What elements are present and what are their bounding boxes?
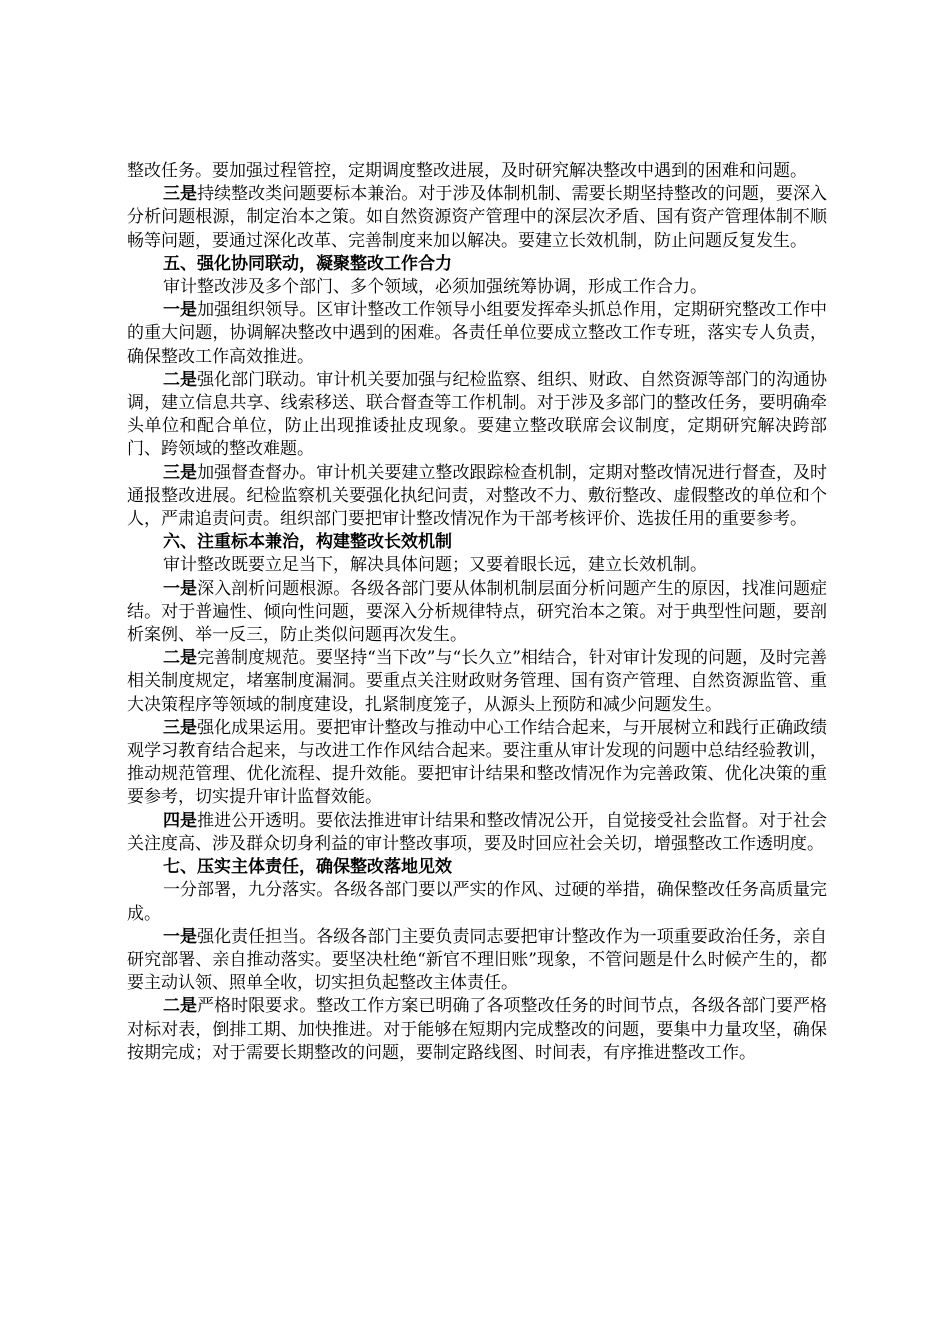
paragraph-text: 推进公开透明。要依法推进审计结果和整改情况公开，自觉接受社会监督。对于社会关注度高、涉及群众切身利益的审计整改事项，要及时回应社会关切，增强整改工作透明度。: [127, 810, 828, 854]
paragraph-text: 加强督查督办。审计机关要建立整改跟踪检查机制，定期对整改情况进行督查，及时通报整改进展。纪检监察机关要强化执纪问责，对整改不力、敷衍整改、虚假整改的单位和个人，严肃追责问责。组织部门要把审计整改情况作为干部考核评价、选拔任用的重要参考。: [127, 462, 828, 530]
paragraph: [127, 578, 827, 648]
paragraph-text: 一分部署，九分落实。各级各部门要以严实的作风、过硬的举措，确保整改任务高质量完成。: [127, 880, 827, 924]
paragraph-text: 整改任务。要加强过程管控，定期调度整改进展，及时研究解决整改中遇到的困难和问题。: [127, 161, 807, 181]
paragraph-text: 强化责任担当。各级各部门主要负责同志要把审计整改作为一项重要政治任务，亲自研究部署、亲自推动落实。要坚决杜绝“新官不理旧账”现象，不管问题是什么时候产生的，都要主动认领、照单全收，切实担负起整改主体责任。: [127, 926, 828, 994]
document-body: [127, 160, 827, 1065]
paragraph: [127, 276, 827, 299]
paragraph-lead: 三是: [163, 462, 198, 483]
paragraph-text: 完善制度规范。要坚持“当下改”与“长久立”相结合，针对审计发现的问题，及时完善相关制度规定，堵塞制度漏洞。要重点关注财政财务管理、国有资产管理、自然资源监管、重大决策程序等领域的制度建设，扎紧制度笼子，从源头上预防和减少问题发生。: [127, 648, 828, 715]
paragraph-lead: 二是: [163, 648, 198, 669]
paragraph: [127, 299, 827, 369]
paragraph: [127, 717, 827, 810]
section-heading: [127, 856, 827, 879]
paragraph-lead: 二是: [163, 369, 198, 390]
paragraph-lead: 一是: [163, 300, 198, 321]
heading-text: 五、强化协同联动，凝聚整改工作合力: [163, 253, 452, 274]
paragraph-lead: 三是: [163, 717, 198, 738]
paragraph-text: 强化部门联动。审计机关要加强与纪检监察、组织、财政、自然资源等部门的沟通协调，建立信息共享、线索移送、联合督查等工作机制。对于涉及多部门的整改任务，要明确牵头单位和配合单位，防止出现推诿扯皮现象。要建立整改联席会议制度，定期研究解决跨部门、跨领域的整改难题。: [127, 369, 828, 460]
section-heading: [127, 531, 827, 554]
paragraph: [127, 462, 827, 532]
paragraph-lead: 四是: [163, 810, 198, 831]
paragraph-lead: 三是: [163, 184, 198, 205]
paragraph-text: 审计整改既要立足当下，解决具体问题；又要着眼长远，建立长效机制。: [163, 555, 707, 576]
heading-text: 六、注重标本兼治，构建整改长效机制: [163, 532, 452, 553]
paragraph-text: 加强组织领导。区审计整改工作领导小组要发挥牵头抓总作用，定期研究整改工作中的重大问题，协调解决整改中遇到的困难。各责任单位要成立整改工作专班，落实专人负责，确保整改工作高效推进。: [127, 300, 828, 367]
paragraph: [127, 183, 827, 253]
paragraph-text: 深入剖析问题根源。各级各部门要从体制机制层面分析问题产生的原因，找准问题症结。对于普遍性、倾向性问题，要深入分析规律特点，研究治本之策。对于典型性问题，要剖析案例、举一反三，防止类似问题再次发生。: [127, 578, 828, 646]
paragraph: [127, 647, 827, 717]
section-heading: [127, 253, 827, 276]
paragraph: [127, 995, 827, 1065]
paragraph: [127, 879, 827, 925]
paragraph: [127, 810, 827, 856]
paragraph: [127, 369, 827, 462]
paragraph-text: 审计整改涉及多个部门、多个领域，必须加强统筹协调，形成工作合力。: [163, 277, 707, 298]
paragraph-text: 强化成果运用。要把审计整改与推动中心工作结合起来，与开展树立和践行正确政绩观学习教育结合起来，与改进工作作风结合起来。要注重从审计发现的问题中总结经验教训，推动规范管理、优化流程、提升效能。要把审计结果和整改情况作为完善政策、优化决策的重要参考，切实提升审计监督效能。: [127, 717, 828, 808]
paragraph-text: 持续整改类问题要标本兼治。对于涉及体制机制、需要长期坚持整改的问题，要深入分析问题根源，制定治本之策。如自然资源资产管理中的深层次矛盾、国有资产管理体制不顺畅等问题，要通过深化改革、完善制度来加以解决。要建立长效机制，防止问题反复发生。: [127, 184, 828, 251]
heading-text: 七、压实主体责任，确保整改落地见效: [163, 857, 452, 878]
paragraph-text: 严格时限要求。整改工作方案已明确了各项整改任务的时间节点，各级各部门要严格对标对表，倒排工期、加快推进。对于能够在短期内完成整改的问题，要集中力量攻坚，确保按期完成；对于需要长期整改的问题，要制定路线图、时间表，有序推进整改工作。: [127, 996, 828, 1063]
paragraph: [127, 554, 827, 577]
paragraph: [127, 926, 827, 996]
paragraph-lead: 一是: [163, 578, 198, 599]
paragraph-lead: 一是: [163, 926, 198, 947]
paragraph: [127, 160, 827, 183]
paragraph-lead: 二是: [163, 996, 198, 1017]
